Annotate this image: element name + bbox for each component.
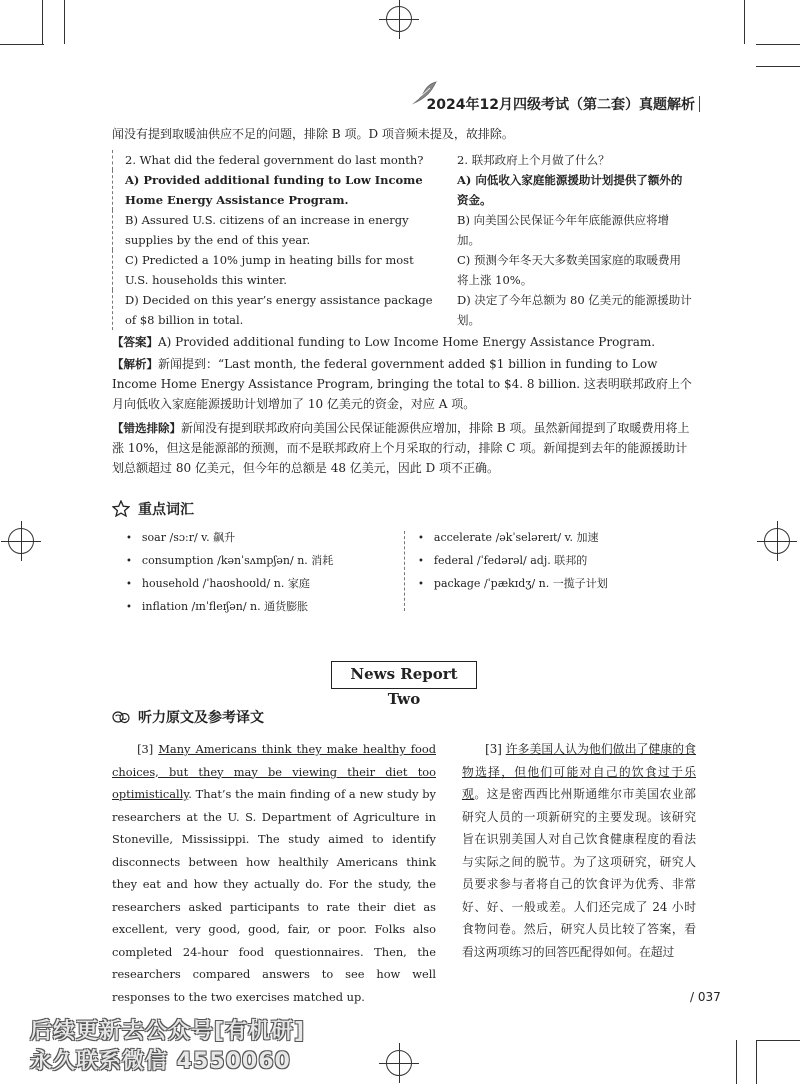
analysis-tag: 【解析】 <box>112 357 158 371</box>
option-c-en: C) Predicted a 10% jump in heating bills for most U.S. households this winter. <box>112 250 437 290</box>
headphones-icon <box>112 709 130 725</box>
analysis-paragraph <box>112 354 696 414</box>
passage-en-underlined: Many Americans think they make healthy food choices, but they may be viewing their diet too optimistically <box>112 742 437 801</box>
vocab-item: • accelerate /əkˈseləreɪt/ v. 加速 <box>418 527 608 550</box>
header-title: 2024年12月四级考试（第二套）真题解析 <box>426 97 695 113</box>
analysis-text: 新闻提到：“Last month, the federal government added $1 billion in funding to Low Income Home Energy Assistance Program, bringing the total to $4. 8 billion. 这表明联邦政府上个月向低收入家庭能源援助计划增加了 10 亿美元的资金，对应 A 项。 <box>112 357 692 411</box>
passage-en-number: [3] <box>137 742 154 756</box>
vocab-item: • federal /ˈfedərəl/ adj. 联邦的 <box>418 550 608 573</box>
crop-mark <box>42 0 43 44</box>
option-b-zh: B) 向美国公民保证今年年底能源供应将增加。 <box>457 213 670 247</box>
watermark-line: 永久联系微信 4550060 <box>30 1049 291 1074</box>
question-row <box>112 150 700 170</box>
watermark-line: 后续更新去公众号[有机研] <box>30 1019 306 1044</box>
passage-zh-number: [3] <box>485 742 502 756</box>
vocab-left-column <box>126 527 333 619</box>
listening-heading <box>112 707 264 727</box>
vocab-item: • household /ˈhaʊshoʊld/ n. 家庭 <box>126 573 333 596</box>
registration-mark <box>8 528 34 554</box>
vocab-heading <box>112 499 194 519</box>
intro-line: 闻没有提到取暖油供应不足的问题，排除 B 项。D 项音频未提及，故排除。 <box>112 127 514 141</box>
vocab-item: • package /ˈpækɪdʒ/ n. 一揽子计划 <box>418 573 608 596</box>
passage-zh-underlined: 许多美国人认为他们做出了健康的食物选择，但他们可能对自己的饮食过于乐观 <box>462 742 696 801</box>
vocab-item: • consumption /kənˈsʌmpʃən/ n. 消耗 <box>126 550 333 573</box>
vocab-title: 重点词汇 <box>138 502 194 518</box>
option-d-en: D) Decided on this year’s energy assistance package of $8 billion in total. <box>112 290 437 330</box>
passage-zh-rest: 。这是密西西比州斯通维尔市美国农业部研究人员的一项新研究的主要发现。该研究旨在识别美国人对自己饮食健康程度的看法与实际之间的脱节。为了这项研究，研究人员要求参与者将自己的饮食评为优秀、非常好、好、一般或差。人们还完成了 24 小时食物问卷。然后，研究人员比较了答案，看看这两项练习的回答匹配得如何。在超过 <box>462 787 696 959</box>
question-grid <box>112 150 700 330</box>
vocab-right-column <box>418 527 608 596</box>
eliminate-tag: 【错选排除】 <box>112 421 181 435</box>
crop-mark <box>736 1040 737 1084</box>
passage-en-rest: . That’s the main finding of a new study by researchers at the U. S. Department of Agriculture in Stoneville, Mississippi. The study aimed to identify disconnects between how healthily Americans think they eat and how they actually do. For the study, the researchers asked participants to rate their diet as excellent, very good, good, fair, or poor. Folks also completed 24-hour food questionnaires. Then, the researchers compared answers to see how well responses to the two exercises matched up. <box>112 787 436 1004</box>
option-a-en: A) Provided additional funding to Low Income Home Energy Assistance Program. <box>112 170 437 210</box>
page-number: / 037 <box>690 990 721 1004</box>
option-a-zh: A) 向低收入家庭能源援助计划提供了额外的资金。 <box>457 173 683 207</box>
vocab-item: • soar /sɔːr/ v. 飙升 <box>126 527 333 550</box>
section-title-box: News Report Two <box>331 661 477 689</box>
crop-mark <box>0 44 44 45</box>
option-b-en: B) Assured U.S. citizens of an increase in energy supplies by the end of this year. <box>112 210 437 250</box>
eliminate-text: 新闻没有提到联邦政府向美国公民保证能源供应增加，排除 B 项。虽然新闻提到了取暖费用将上涨 10%，但这是能源部的预测，而不是联邦政府上个月采取的行动，排除 C 项。新闻提到去年的能源援助计划总额超过 80 亿美元，但今年的总额是 48 亿美元，因此 D 项不正确。 <box>112 421 690 475</box>
option-b-row <box>112 210 700 250</box>
star-icon <box>112 500 130 517</box>
answer-tag: 【答案】 <box>112 335 158 349</box>
crop-mark <box>756 1040 800 1041</box>
crop-mark <box>756 1040 757 1084</box>
option-d-zh: D) 决定了今年总额为 80 亿美元的能源援助计划。 <box>457 293 692 327</box>
question-en: 2. What did the federal government do last month? <box>112 150 437 170</box>
crop-mark <box>64 0 65 44</box>
option-c-row <box>112 250 700 290</box>
passage-chinese <box>462 738 696 963</box>
option-c-zh: C) 预测今年冬天大多数美国家庭的取暖费用将上涨 10%。 <box>457 253 681 287</box>
option-a-row <box>112 170 700 210</box>
crop-mark <box>744 0 745 44</box>
registration-mark <box>386 1050 412 1076</box>
listening-title: 听力原文及参考译文 <box>138 710 264 726</box>
passage-english <box>112 738 436 1008</box>
page-header <box>427 94 700 114</box>
eliminate-paragraph <box>112 418 696 478</box>
crop-mark <box>756 44 800 45</box>
crop-mark <box>756 66 800 67</box>
option-d-row <box>112 290 700 330</box>
answer-text: A) Provided additional funding to Low Income Home Energy Assistance Program. <box>158 335 656 349</box>
registration-mark <box>764 528 790 554</box>
answer-paragraph <box>112 332 696 352</box>
registration-mark <box>386 6 412 32</box>
header-divider <box>699 96 700 112</box>
vocab-divider <box>404 531 405 611</box>
question-zh: 2. 联邦政府上个月做了什么？ <box>457 153 610 167</box>
vocab-item: • inflation /ɪnˈfleɪʃən/ n. 通货膨胀 <box>126 596 333 619</box>
